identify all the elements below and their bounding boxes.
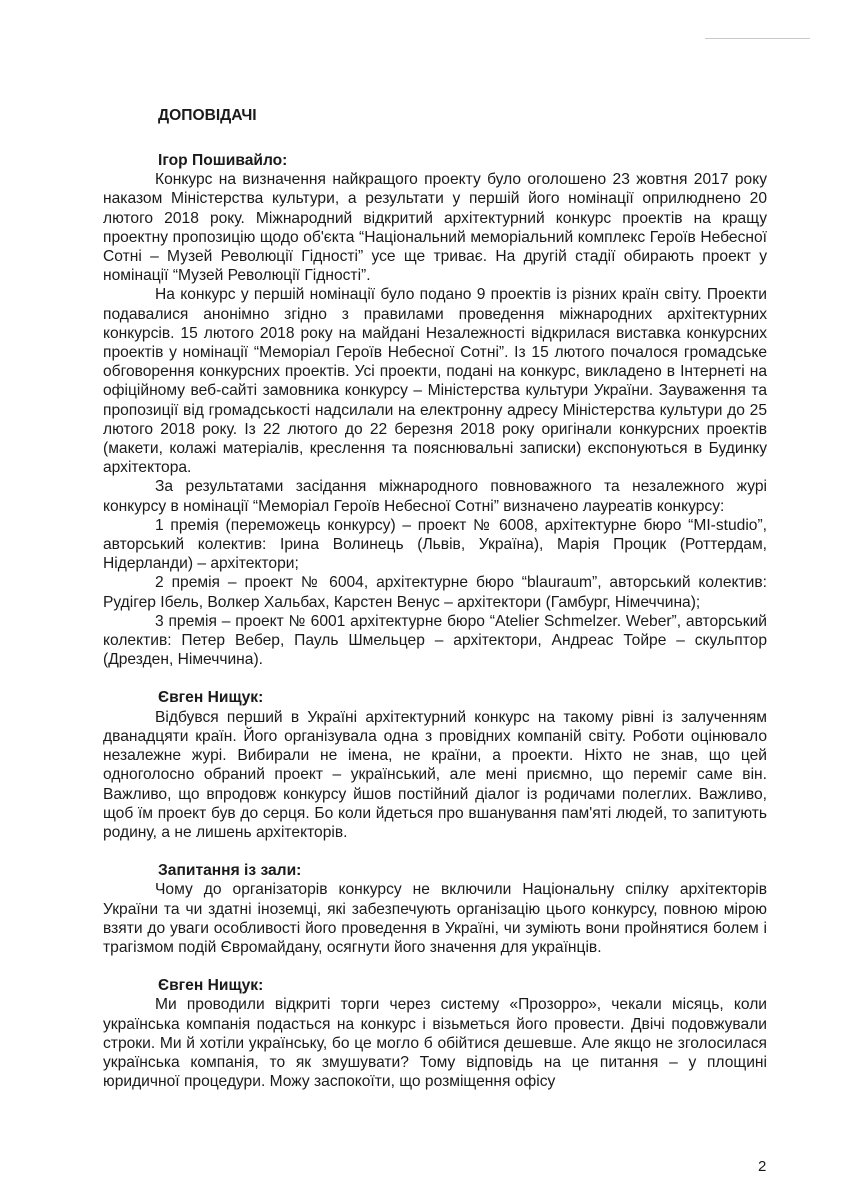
speaker-name: Євген Нищук: [158,977,264,995]
paragraph: Ми проводили відкриті торги через систему «Прозорро», чекали місяць, коли українська компанія подасться на конкурс і візьметься його провести. Двічі подовжували строки. Ми й хотіли українську, бо це могло б обійтися дешевше. Але якщо не зголосилася українська компанія, то як змушувати? Тому відповідь на це питання – у площині юридичної процедури. Можу заспокоїти, що розміщення офісу [103,996,767,1091]
scan-edge-line [705,38,810,39]
page-number: 2 [758,1158,767,1175]
prize-paragraph: 1 премія (переможець конкурсу) – проект № 6008, архітектурне бюро “MI-studio”, авторський колектив: Ірина Волинець (Львів, Україна), Марія Процик (Роттердам, Нідерланди) – архітектори; [103,516,767,573]
document-heading: ДОПОВІДАЧІ [158,107,257,124]
speaker-name: Ігор Пошивайло: [158,152,288,169]
paragraph: На конкурс у першій номінації було подано 9 проектів із різних країн світу. Проекти подавалися анонімно згідно з правилами проведення міжнародних архітектурних конкурсів. 15 лютого 2018 року на майдані Незалежності відкрилася виставка конкурсних проектів у номінації “Меморіал Героїв Небесної Сотні”. Із 15 лютого почалося громадське обговорення конкурсних проектів. Усі проекти, подані на конкурс, викладено в Інтернеті на офіційному веб-сайті замовника конкурсу – Міністерства культури України. Зауваження та пропозиції від громадськості надсилали на електронну адресу Міністерства культури до 25 лютого 2018 року. Із 22 лютого до 22 березня 2018 року оригінали конкурсних проектів (макети, колажі матеріалів, креслення та пояснювальні записки) експонуються в Будинку архітектора. [103,286,767,477]
speaker-name: Євген Нищук: [158,689,264,707]
paragraph: Конкурс на визначення найкращого проекту було оголошено 23 жовтня 2017 року наказом Міністерства культури, а результати у першій його номінації оприлюднено 20 лютого 2018 року. Міжнародний відкритий архітектурний конкурс проектів на кращу проектну пропозицію щодо об'єкта “Національний меморіальний комплекс Героїв Небесної Сотні – Музей Революції Гідності” усе ще триває. На другій стадії обирають проект у номінації “Музей Революції Гідності”. [103,171,767,285]
paragraph: Чому до організаторів конкурсу не включили Національну спілку архітекторів України та чи здатні іноземці, які забезпечують організацію цього конкурсу, повною мірою взяти до уваги особливості його проведення в Україні, чи зуміють вони пройнятися болем і трагізмом подій Євромайдану, осягнути його значення для українців. [103,881,767,956]
prize-paragraph: 2 премія – проект № 6004, архітектурне бюро “blauraum”, авторський колектив: Рудігер Ібель, Волкер Хальбах, Карстен Венус – архітектори (Гамбург, Німеччина); [103,574,767,611]
paragraph: Відбувся перший в Україні архітектурний конкурс на такому рівні із залученням дванадцяти країн. Його організувала одна з провідних компаній світу. Роботи оцінювало незалежне журі. Вибирали не імена, не країни, а проекти. Ніхто не знав, що цей одноголосно обраний проект – український, але мені приємно, що переміг саме він. Важливо, що впродовж конкурсу йшов постійний діалог із родичами полеглих. Важливо, щоб їм проект був до серця. Бо коли йдеться про вшанування пам'яті людей, то запитують родину, а не лишень архітекторів. [103,708,767,841]
document-page [103,106,767,1091]
prize-paragraph: 3 премія – проект № 6001 архітектурне бюро “Atelier Schmelzer. Weber”, авторський колектив: Петер Вебер, Пауль Шмельцер – архітектори, Андреас Тойре – скульптор (Дрезден, Німеччина). [103,612,767,669]
paragraph: За результатами засідання міжнародного повноважного та незалежного журі конкурсу в номінації “Меморіал Героїв Небесної Сотні” визначено лауреатів конкурсу: [103,478,767,515]
question-heading: Запитання із зали: [158,862,302,880]
